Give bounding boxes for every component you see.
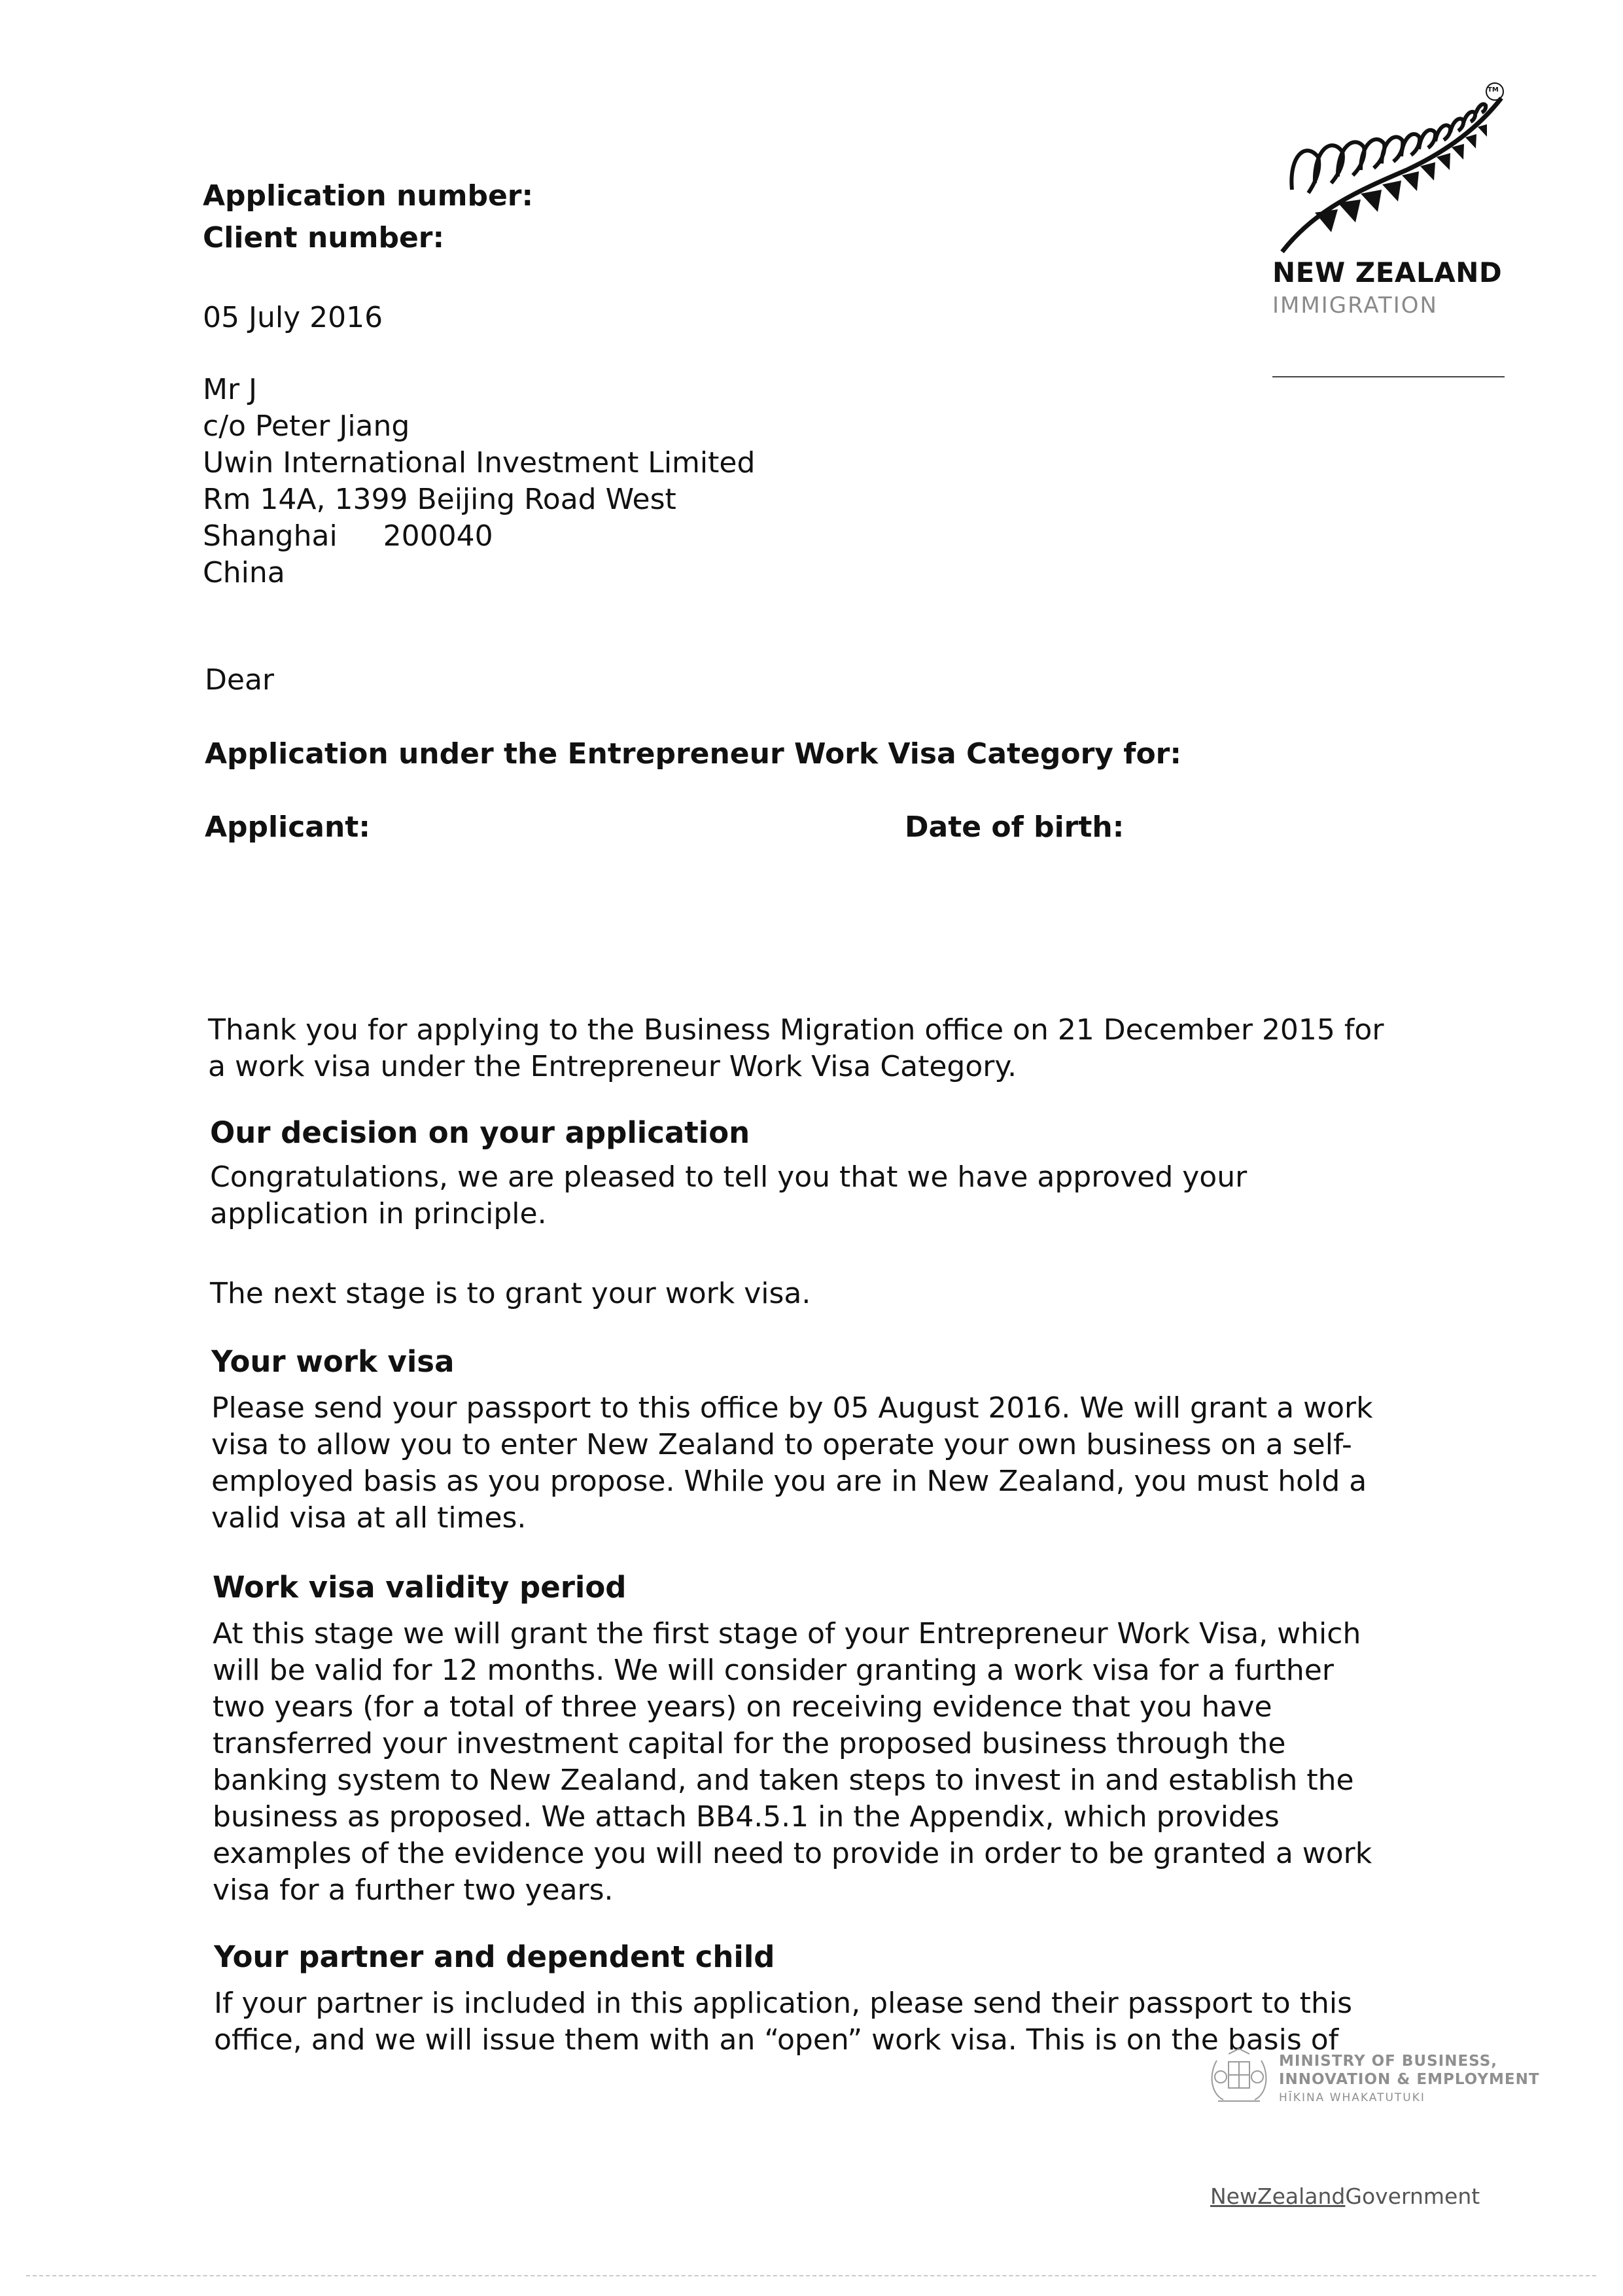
intro-paragraph bbox=[208, 1012, 1384, 1085]
mbie-line-1: MINISTRY OF BUSINESS, bbox=[1279, 2053, 1498, 2070]
applicant-label: Applicant: bbox=[205, 810, 370, 844]
body-line: office, and we will issue them with an “open” work visa. This is on the basis of bbox=[214, 2023, 1339, 2057]
mbie-crest-icon bbox=[1204, 2047, 1276, 2112]
body-line: visa for a further two years. bbox=[213, 1873, 614, 1907]
intro-line: Thank you for applying to the Business Migration office on 21 December 2015 for bbox=[208, 1013, 1384, 1047]
silver-fern-icon bbox=[1269, 78, 1518, 268]
address-line: c/o Peter Jiang bbox=[203, 409, 410, 443]
govt-nz-text: NewZealand bbox=[1210, 2183, 1346, 2209]
address-line: Shanghai 200040 bbox=[203, 519, 493, 553]
intro-line: a work visa under the Entrepreneur Work Visa Category. bbox=[208, 1050, 1017, 1083]
body-line: banking system to New Zealand, and taken steps to invest in and establish the bbox=[213, 1764, 1354, 1797]
body-line: Congratulations, we are pleased to tell you that we have approved your bbox=[210, 1160, 1248, 1194]
body-line: visa to allow you to enter New Zealand to operate your own business on a self- bbox=[211, 1428, 1352, 1461]
body-line: two years (for a total of three years) on receiving evidence that you have bbox=[213, 1690, 1272, 1724]
trademark-label: TM bbox=[1488, 86, 1499, 94]
govt-government-text: Government bbox=[1345, 2183, 1480, 2209]
body-line: examples of the evidence you will need to provide in order to be granted a work bbox=[213, 1837, 1372, 1870]
logo-immigration: IMMIGRATION bbox=[1272, 292, 1438, 319]
body-line: employed basis as you propose. While you are in New Zealand, you must hold a bbox=[211, 1465, 1367, 1498]
body-line: transferred your investment capital for the proposed business through the bbox=[213, 1727, 1286, 1760]
mbie-line-3: HĪKINA WHAKATUTUKI bbox=[1279, 2091, 1425, 2104]
section-body-partner bbox=[214, 1985, 1352, 2059]
new-zealand-immigration-logo bbox=[1269, 78, 1518, 268]
section-body-decision bbox=[210, 1159, 1247, 1232]
address-block bbox=[203, 372, 755, 591]
section-body-work-visa bbox=[211, 1390, 1373, 1537]
client-number-label: Client number: bbox=[203, 221, 445, 254]
body-line: At this stage we will grant the first stage of your Entrepreneur Work Visa, which bbox=[213, 1617, 1361, 1650]
body-line: application in principle. bbox=[210, 1197, 547, 1230]
address-line: Mr J bbox=[203, 373, 258, 406]
application-number-label: Application number: bbox=[203, 179, 534, 213]
mbie-name bbox=[1279, 2052, 1540, 2107]
section-body-validity bbox=[213, 1616, 1372, 1909]
body-line: business as proposed. We attach BB4.5.1 in the Appendix, which provides bbox=[213, 1800, 1280, 1834]
new-zealand-government-logo bbox=[1210, 2183, 1480, 2209]
section-heading-validity: Work visa validity period bbox=[213, 1570, 627, 1605]
logo-new-zealand: NEW ZEALAND bbox=[1272, 256, 1503, 288]
subject-line: Application under the Entrepreneur Work Visa Category for: bbox=[205, 737, 1181, 771]
body-line: valid visa at all times. bbox=[211, 1501, 527, 1535]
mbie-line-2: INNOVATION & EMPLOYMENT bbox=[1279, 2071, 1540, 2088]
section-heading-work-visa: Your work visa bbox=[211, 1344, 455, 1379]
address-line: Uwin International Investment Limited bbox=[203, 446, 756, 479]
address-line: China bbox=[203, 556, 285, 589]
body-line: If your partner is included in this application, please send their passport to this bbox=[214, 1987, 1352, 2020]
section-heading-decision: Our decision on your application bbox=[210, 1115, 750, 1150]
page-bottom-edge bbox=[26, 2275, 1596, 2276]
body-line: Please send your passport to this office by 05 August 2016. We will grant a work bbox=[211, 1391, 1373, 1425]
salutation: Dear bbox=[205, 663, 275, 697]
next-stage-line: The next stage is to grant your work visa. bbox=[210, 1277, 811, 1310]
address-line: Rm 14A, 1399 Beijing Road West bbox=[203, 483, 676, 516]
body-line: will be valid for 12 months. We will consider granting a work visa for a further bbox=[213, 1654, 1334, 1687]
section-heading-partner: Your partner and dependent child bbox=[214, 1939, 775, 1974]
logo-divider bbox=[1272, 376, 1505, 377]
date-of-birth-label: Date of birth: bbox=[905, 810, 1125, 844]
letter-date: 05 July 2016 bbox=[203, 301, 383, 334]
